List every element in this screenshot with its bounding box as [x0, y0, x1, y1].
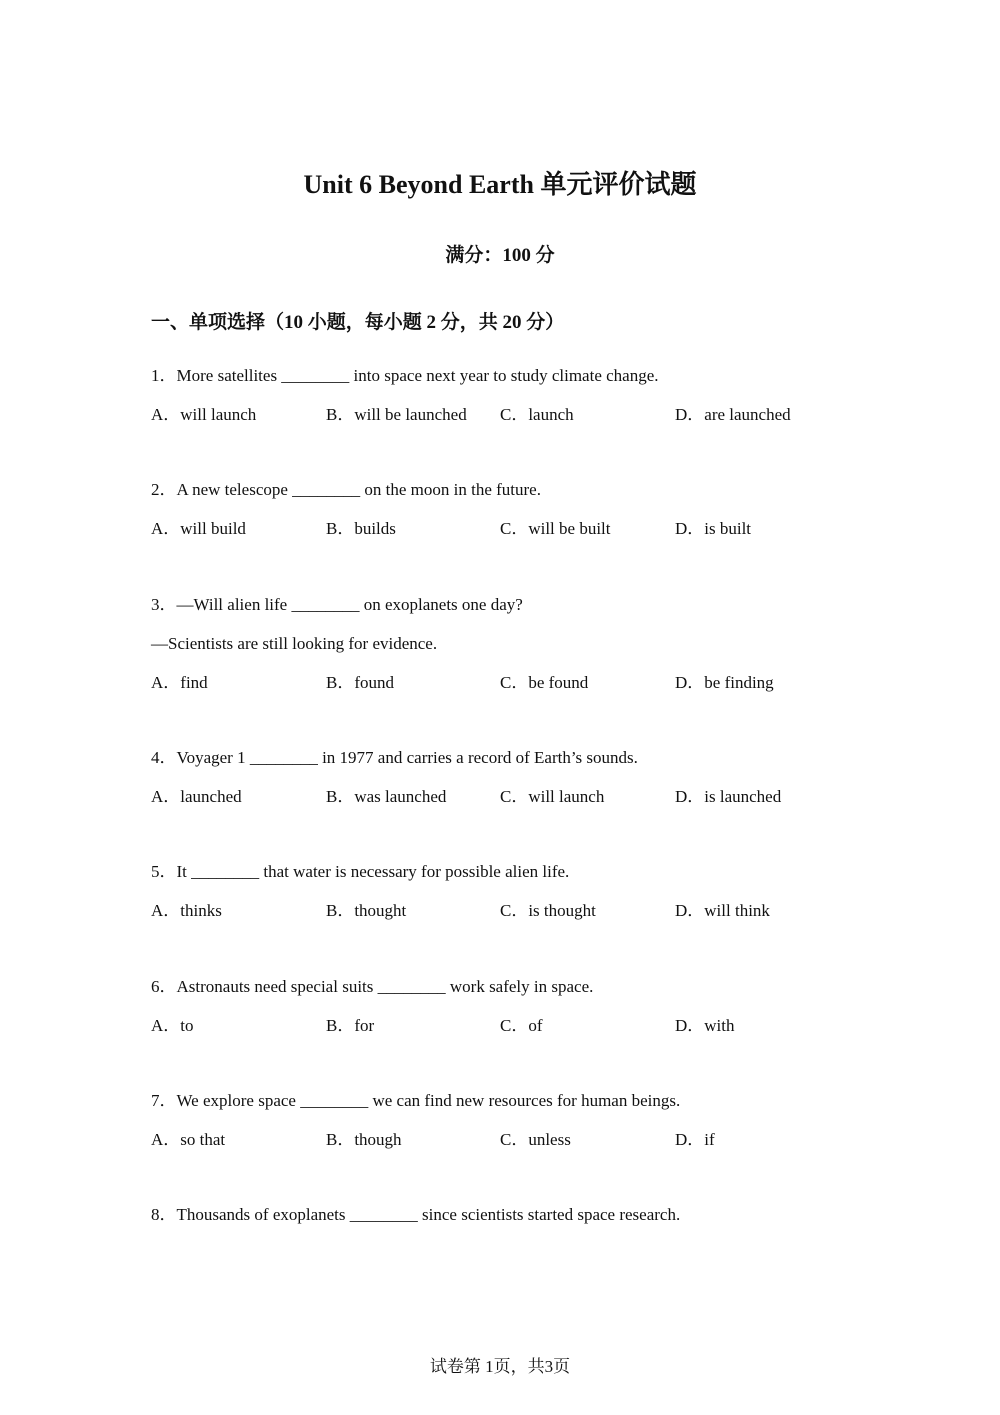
question-1-options [151, 402, 851, 428]
question-7-option-a: A．so that [151, 1130, 226, 1149]
question-7-option-c: C．unless [500, 1130, 571, 1149]
question-5-option-d: D．will think [675, 901, 770, 920]
question-5-stem: 5．It ________ that water is necessary for possible alien life. [151, 862, 570, 881]
exam-title: Unit 6 Beyond Earth 单元评价试题 [303, 170, 697, 199]
question-4-option-c: C．will launch [500, 787, 605, 806]
page-footer: 试卷第 1页，共3页 [429, 1357, 571, 1376]
question-4-option-b: B．was launched [326, 787, 447, 806]
question-1-option-b: B．will be launched [326, 405, 467, 424]
question-2-option-a: A．will build [151, 519, 246, 538]
question-1-option-d: D．are launched [675, 405, 791, 424]
question-6-option-b: B．for [326, 1016, 375, 1035]
question-8-stem: 8．Thousands of exoplanets ________ since scientists started space research. [151, 1205, 681, 1224]
question-3-reply: —Scientists are still looking for evidence. [151, 634, 438, 653]
question-4-option-d: D．is launched [675, 787, 782, 806]
question-5-options [151, 898, 851, 924]
question-2-option-c: C．will be built [500, 519, 611, 538]
question-3-option-c: C．be found [500, 673, 589, 692]
question-7-options [151, 1127, 851, 1153]
question-3-options [151, 670, 851, 696]
question-2-option-d: D．is built [675, 519, 752, 538]
question-3-option-b: B．found [326, 673, 394, 692]
question-6-option-a: A．to [151, 1016, 194, 1035]
question-1-option-c: C．launch [500, 405, 574, 424]
question-7-option-d: D．if [675, 1130, 715, 1149]
section-heading: 一、单项选择（10 小题，每小题 2 分，共 20 分） [151, 312, 565, 333]
question-7-stem: 7．We explore space ________ we can find new resources for human beings. [151, 1091, 681, 1110]
question-3-stem: 3．—Will alien life ________ on exoplanets one day? [151, 595, 523, 614]
question-3-option-a: A．find [151, 673, 208, 692]
question-4-options [151, 784, 851, 810]
question-5-option-b: B．thought [326, 901, 407, 920]
question-4-stem: 4．Voyager 1 ________ in 1977 and carries a record of Earth’s sounds. [151, 748, 638, 767]
question-6-option-c: C．of [500, 1016, 543, 1035]
question-7-option-b: B．though [326, 1130, 402, 1149]
question-1-option-a: A．will launch [151, 405, 257, 424]
question-3-option-d: D．be finding [675, 673, 774, 692]
question-6-option-d: D．with [675, 1016, 735, 1035]
question-2-option-b: B．builds [326, 519, 396, 538]
question-2-stem: 2．A new telescope ________ on the moon in the future. [151, 480, 541, 499]
full-score: 满分：100 分 [445, 245, 555, 266]
question-4-option-a: A．launched [151, 787, 242, 806]
question-5-option-c: C．is thought [500, 901, 596, 920]
question-2-options [151, 516, 851, 542]
question-1-stem: 1．More satellites ________ into space next year to study climate change. [151, 366, 659, 385]
question-6-stem: 6．Astronauts need special suits ________ work safely in space. [151, 977, 594, 996]
question-5-option-a: A．thinks [151, 901, 222, 920]
question-6-options [151, 1013, 851, 1039]
